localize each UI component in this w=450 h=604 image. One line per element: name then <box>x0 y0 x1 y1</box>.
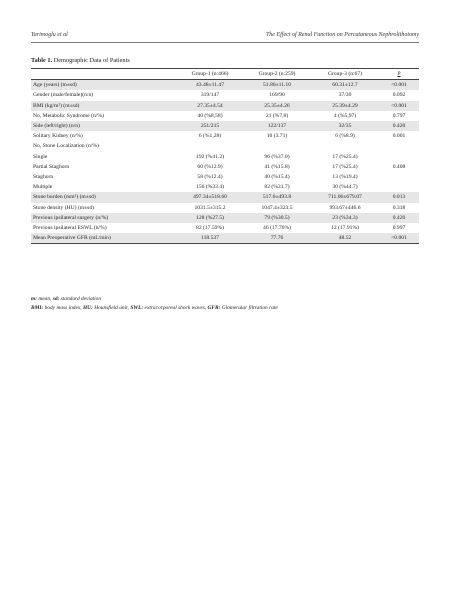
group-1-value: 319/147 <box>200 92 220 99</box>
group-1-value: 43.48±11.47 <box>177 80 243 91</box>
group-3-value: 23 (%34.3) <box>311 213 379 223</box>
group-2-value: 21 (%7,8) <box>265 112 289 119</box>
footnote-abbr: sd: <box>52 296 60 302</box>
column-header-label <box>31 69 177 80</box>
group-3-value: 25.39±4.29 <box>311 101 379 111</box>
row-label: Mean Preoperative GFR (mL/min) <box>31 233 177 244</box>
table-row <box>31 111 419 121</box>
p-value: 0.797 <box>392 112 406 119</box>
p-value: <0.001 <box>379 80 419 91</box>
row-label: Partial Staghorn <box>33 163 70 170</box>
group-1-value: 497.34±518.60 <box>177 192 243 202</box>
footnote-abbr: GFR: <box>207 305 221 311</box>
running-header <box>31 32 419 42</box>
table-caption <box>31 57 130 64</box>
group-3-value: 4 (%5,97) <box>333 112 357 119</box>
row-label: No, Stone Localization (n/%) <box>33 143 99 150</box>
group-3-value: 993.67±446.6 <box>329 204 361 211</box>
footnote-definition: Glomerular filtration rate <box>220 305 278 311</box>
p-value: 0.013 <box>379 192 419 202</box>
table-caption-label: Table 1. <box>31 57 53 64</box>
group-3-value: 60.31±12.7 <box>311 80 379 91</box>
group-2-value: 169/90 <box>269 92 285 99</box>
p-value: 0.997 <box>392 225 406 232</box>
footnote-abbr: SWL: <box>130 305 144 311</box>
p-value: 0.408 <box>392 163 406 170</box>
row-label: BMI (kg/m²) (m±sd) <box>31 101 177 111</box>
p-value: 0.420 <box>379 121 419 131</box>
row-label: Solitary Kidney (n/%) <box>33 133 83 140</box>
row-label: Multiple <box>33 184 53 191</box>
group-2-value: 122/137 <box>243 121 311 131</box>
footnote-definition: mean, <box>37 296 53 302</box>
group-1-value: 192 (%41.2) <box>196 153 224 160</box>
p-value: 0.092 <box>392 92 406 99</box>
group-3-value: 17 (%25.4) <box>332 153 358 160</box>
table-row <box>31 80 419 91</box>
group-1-value: 251/215 <box>177 121 243 131</box>
group-1-value: 128 (%27.5) <box>177 213 243 223</box>
table-row <box>31 172 419 182</box>
row-label: Stone burden (mm²) (m±sd) <box>31 192 177 202</box>
empty-cell <box>177 141 243 151</box>
footnote-abbreviations-1 <box>31 296 101 302</box>
table-row <box>31 121 419 131</box>
group-3-value: 32/35 <box>311 121 379 131</box>
table-row <box>31 152 419 162</box>
column-header-group-1: Group-1 (n:466) <box>177 69 243 80</box>
table-caption-text: Demographic Data of Patients <box>52 57 130 64</box>
group-3-value: 37/30 <box>338 92 352 99</box>
footnote-abbr: m: <box>31 296 37 302</box>
table-row <box>31 213 419 223</box>
table-row <box>31 233 419 244</box>
group-2-value: 41 (%15.8) <box>264 163 290 170</box>
group-2-value: 79 (%30.5) <box>243 213 311 223</box>
table-row <box>31 192 419 202</box>
table-header-row <box>31 69 419 80</box>
row-label: Previous ipsilateral ESWL (n/%) <box>33 225 107 232</box>
table-row <box>31 223 419 233</box>
header-author: Yarimoglu et al <box>31 32 68 38</box>
p-value: <0.001 <box>379 233 419 244</box>
group-3-value: 711.06±679.07 <box>311 192 379 202</box>
group-1-value: 58 (%12.4) <box>197 174 223 181</box>
row-label: Side (left/right) (n/n) <box>31 121 177 131</box>
p-value: 0.420 <box>379 213 419 223</box>
footnote-definition: Hounsfield unit, <box>92 305 131 311</box>
header-article-title: The Effect of Renal Function on Percutaneous Nephrolithotomy <box>265 32 419 38</box>
group-1-value: 156 (%33.4) <box>196 184 224 191</box>
group-1-value: 118.537 <box>177 233 243 244</box>
row-label: Single <box>33 153 48 160</box>
table-row <box>31 182 419 192</box>
row-label: Gender (male/female)(n/n) <box>33 92 94 99</box>
column-header-p: P <box>379 69 419 80</box>
row-label: Previous ipsilateral surgery (n/%) <box>31 213 177 223</box>
group-2-value: 77.76 <box>243 233 311 244</box>
group-2-value: 82 (%31.7) <box>264 184 290 191</box>
group-2-value: 10 (3.71) <box>266 133 288 140</box>
p-value: 0.318 <box>392 204 406 211</box>
group-2-value: 1047.4±323.5 <box>261 204 293 211</box>
group-3-value: 6 (%8.9) <box>335 133 355 140</box>
group-1-value: 6 (%1,28) <box>198 133 222 140</box>
group-2-value: 40 (%15.4) <box>264 174 290 181</box>
group-1-value: 82 (17.59%) <box>196 225 224 232</box>
group-1-value: 1031.5±315.2 <box>194 204 226 211</box>
group-3-value: 48.52 <box>311 233 379 244</box>
row-label: No, Metabolic Syndrome (n/%) <box>33 112 104 119</box>
footnote-abbr: BMI: <box>31 305 44 311</box>
table-body <box>31 80 419 244</box>
group-2-value: 51.86±11.10 <box>243 80 311 91</box>
group-1-value: 27.35±4.54 <box>177 101 243 111</box>
group-2-value: 96 (%37.0) <box>264 153 290 160</box>
group-3-value: 30 (%44.7) <box>332 184 358 191</box>
group-1-value: 60 (%12.9) <box>197 163 223 170</box>
table-row <box>31 101 419 111</box>
group-3-value: 17 (%25.4) <box>332 163 358 170</box>
footnote-definition: standard deviation <box>59 296 102 302</box>
table-row <box>31 90 419 100</box>
column-header-group-3: Group-3 (n:67) <box>311 69 379 80</box>
footnote-definition: body mass index, <box>43 305 83 311</box>
group-2-value: 517.6±493.8 <box>243 192 311 202</box>
footnote-definition: extracorporeal shock waves, <box>143 305 208 311</box>
group-3-value: 13 (%19.4) <box>332 174 358 181</box>
p-value: <0.001 <box>379 101 419 111</box>
demographics-table <box>31 68 419 244</box>
group-2-value: 46 (17.76%) <box>263 225 291 232</box>
group-2-value: 25.35±4.26 <box>243 101 311 111</box>
footnote-abbr: HU: <box>82 305 93 311</box>
header-divider <box>31 42 419 43</box>
column-header-group-2: Group-2 (n:259) <box>243 69 311 80</box>
table-row-group-heading <box>31 141 419 151</box>
row-label: Staghorn <box>33 174 54 181</box>
table-row <box>31 203 419 213</box>
row-label: Age (years) (m±sd) <box>31 80 177 91</box>
group-3-value: 12 (17.91%) <box>331 225 359 232</box>
footnote-abbreviations-2 <box>31 305 278 311</box>
empty-cell <box>311 141 379 151</box>
table-row <box>31 131 419 141</box>
table-row <box>31 162 419 172</box>
empty-cell <box>243 141 311 151</box>
group-1-value: 40 (%8,58) <box>197 112 223 119</box>
row-label: Stone density (HU) (m±sd) <box>33 204 95 211</box>
p-value: 0.001 <box>392 133 406 140</box>
